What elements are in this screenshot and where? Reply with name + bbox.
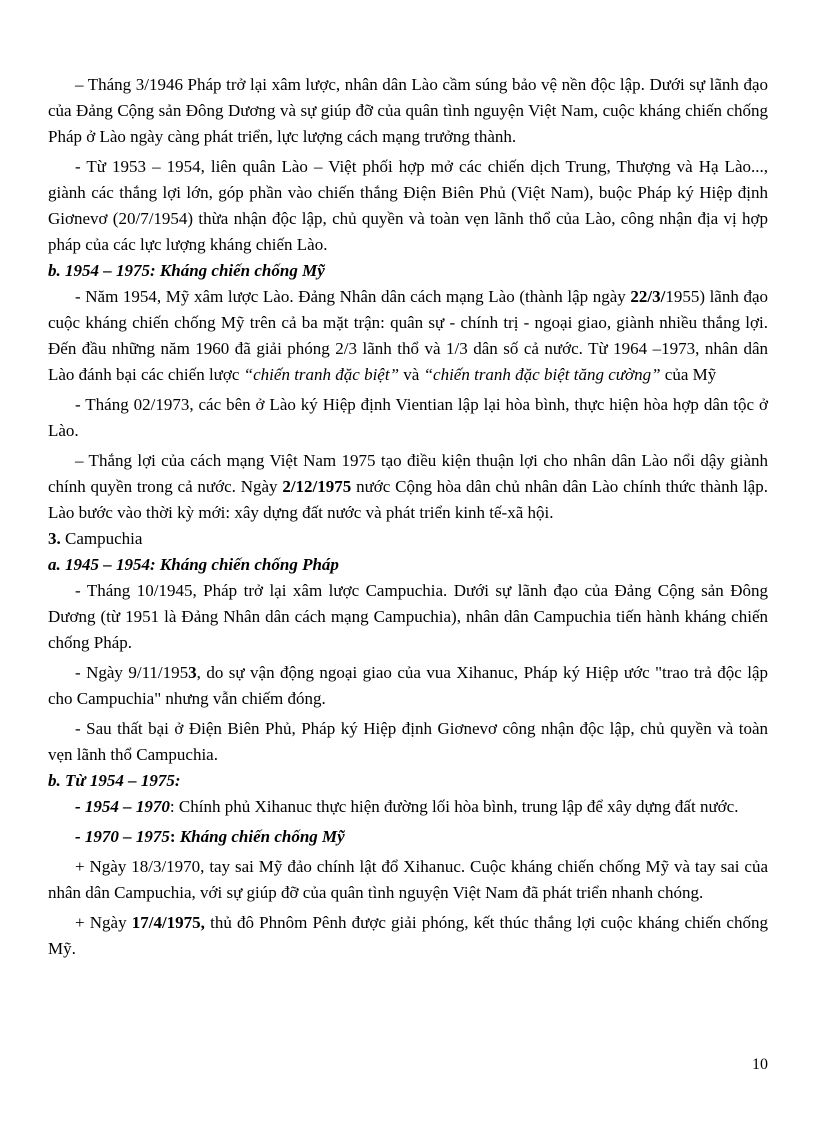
paragraph-lao-1975: – Thắng lợi của cách mạng Việt Nam 1975 tạo điều kiện thuận lợi cho nhân dân Lào nổi dậy giành chính quyền trong cả nước. Ngày 2/12/1975 nước Cộng hòa dân chủ nhân dân Lào chính thức thành lập. Lào bước vào thời kỳ mới: xây dựng đất nước và phát triển kinh tế-xã hội. [48,451,768,522]
paragraph-cpc-1975: + Ngày 17/4/1975, thủ đô Phnôm Pênh được giải phóng, kết thúc thắng lợi cuộc kháng chiến chống Mỹ. [48,913,768,958]
page-content [48,72,768,966]
paragraph-cpc-1970: + Ngày 18/3/1970, tay sai Mỹ đảo chính lật đổ Xihanuc. Cuộc kháng chiến chống Mỹ và tay sai của nhân dân Campuchia, với sự giúp đỡ của quân tình nguyện Việt Nam đã phát triển nhanh chóng. [48,857,768,902]
paragraph-cpc-1953: - Ngày 9/11/1953, do sự vận động ngoại giao của vua Xihanuc, Pháp ký Hiệp ước "trao trả độc lập cho Campuchia" nhưng vẫn chiếm đóng. [48,663,768,708]
paragraph-lao-1954: - Năm 1954, Mỹ xâm lược Lào. Đảng Nhân dân cách mạng Lào (thành lập ngày 22/3/1955) lãnh đạo cuộc kháng chiến chống Mỹ trên cả ba mặt trận: quân sự - chính trị - ngoại giao, giành nhiều thắng lợi. Đến đầu những năm 1960 đã giải phóng 2/3 lãnh thổ và 1/3 dân số cả nước. Từ 1964 –1973, nhân dân Lào đánh bại các chiến lược “chiến tranh đặc biệt” và “chiến tranh đặc biệt tăng cường” của Mỹ [48,287,768,384]
heading-lao-1954-1975: b. 1954 – 1975: Kháng chiến chống Mỹ [48,261,325,280]
heading-campuchia: 3. Campuchia [48,529,143,548]
paragraph-cpc-dienbienphu: - Sau thất bại ở Điện Biên Phủ, Pháp ký Hiệp định Giơnevơ công nhận độc lập, chủ quyền và toàn vẹn lãnh thổ Campuchia. [48,719,768,764]
heading-campuchia-1954-1975: b. Từ 1954 – 1975: [48,771,181,790]
paragraph-cpc-1970-1975: - 1970 – 1975: Kháng chiến chống Mỹ [75,827,345,846]
paragraph-lao-1946: – Tháng 3/1946 Pháp trở lại xâm lược, nhân dân Lào cầm súng bảo vệ nền độc lập. Dưới sự lãnh đạo của Đảng Cộng sản Đông Dương và sự giúp đỡ của quân tình nguyện Việt Nam, cuộc kháng chiến chống Pháp ở Lào ngày càng phát triển, lực lượng cách mạng trưởng thành. [48,75,768,146]
paragraph-lao-1953: - Từ 1953 – 1954, liên quân Lào – Việt phối hợp mở các chiến dịch Trung, Thượng và Hạ Lào..., giành các thắng lợi lớn, góp phần vào chiến thắng Điện Biên Phủ (Việt Nam), buộc Pháp ký Hiệp định Giơnevơ (20/7/1954) thừa nhận độc lập, chủ quyền và toàn vẹn lãnh thổ của Lào, công nhận địa vị hợp pháp của các lực lượng kháng chiến Lào. [48,157,768,254]
paragraph-cpc-1945: - Tháng 10/1945, Pháp trở lại xâm lược Campuchia. Dưới sự lãnh đạo của Đảng Cộng sản Đông Dương (từ 1951 là Đảng Nhân dân cách mạng Campuchia), nhân dân Campuchia tiến hành kháng chiến chống Pháp. [48,581,768,652]
paragraph-cpc-1954-1970: - 1954 – 1970: Chính phủ Xihanuc thực hiện đường lối hòa bình, trung lập để xây dựng đất nước. [75,797,739,816]
heading-campuchia-1945-1954: a. 1945 – 1954: Kháng chiến chống Pháp [48,555,339,574]
paragraph-lao-1973: - Tháng 02/1973, các bên ở Lào ký Hiệp định Vientian lập lại hòa bình, thực hiện hòa hợp dân tộc ở Lào. [48,395,768,440]
page-number: 10 [752,1056,768,1073]
